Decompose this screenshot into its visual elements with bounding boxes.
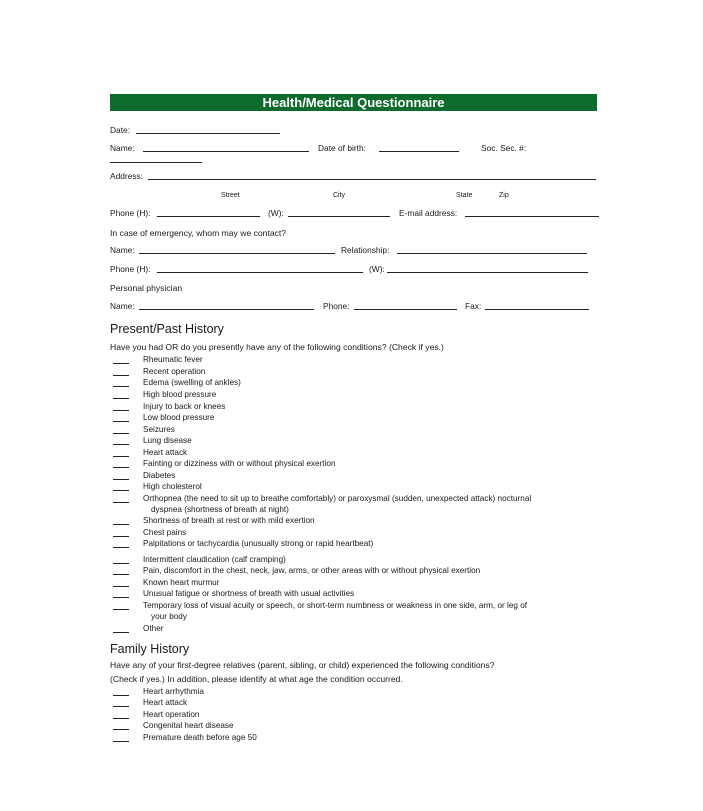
condition-item: Temporary loss of visual acuity or speech, or short-term numbness or weakness in one side, arm, or leg of <box>143 601 528 610</box>
checkbox-line[interactable] <box>113 490 129 491</box>
phone-work-label: (W): <box>268 208 284 218</box>
emergency-name-field[interactable] <box>139 253 335 254</box>
email-label: E-mail address: <box>399 208 458 218</box>
date-field[interactable] <box>136 133 280 134</box>
condition-item-continuation: your body <box>151 612 187 621</box>
checkbox-line[interactable] <box>113 741 129 742</box>
checkbox-line[interactable] <box>113 706 129 707</box>
dob-field[interactable] <box>379 151 459 152</box>
city-caption: City <box>333 192 346 199</box>
checkbox-line[interactable] <box>113 729 129 730</box>
present-history-heading: Present/Past History <box>110 322 224 336</box>
condition-item: Shortness of breath at rest or with mild exertion <box>143 516 315 525</box>
name-label: Name: <box>110 143 135 153</box>
physician-heading: Personal physician <box>110 283 183 293</box>
checkbox-line[interactable] <box>113 433 129 434</box>
condition-item: Injury to back or knees <box>143 402 226 411</box>
family-condition-item: Heart attack <box>143 698 188 707</box>
physician-phone-field[interactable] <box>354 309 457 310</box>
condition-item: Unusual fatigue or shortness of breath with usual activities <box>143 589 355 598</box>
condition-item: Low blood pressure <box>143 413 215 422</box>
family-history-question-line1: Have any of your first-degree relatives (parent, sibling, or child) experienced the following conditions? <box>110 660 495 670</box>
family-history-heading: Family History <box>110 642 190 656</box>
address-label: Address: <box>110 171 144 181</box>
condition-item: Palpitations or tachycardia (unusually strong or rapid heartbeat) <box>143 539 374 548</box>
checkbox-line[interactable] <box>113 597 129 598</box>
family-condition-item: Heart operation <box>143 710 200 719</box>
condition-item: Edema (swelling of ankles) <box>143 378 241 387</box>
form-title: Health/Medical Questionnaire <box>110 94 597 111</box>
email-field[interactable] <box>465 216 599 217</box>
condition-item-continuation: dyspnea (shortness of breath at night) <box>151 505 289 514</box>
condition-item: Recent operation <box>143 367 206 376</box>
checkbox-line[interactable] <box>113 467 129 468</box>
condition-item: Known heart murmur <box>143 578 220 587</box>
dob-label: Date of birth: <box>318 143 366 153</box>
checkbox-line[interactable] <box>113 632 129 633</box>
emergency-phone-home-field[interactable] <box>157 272 363 273</box>
physician-name-field[interactable] <box>139 309 314 310</box>
family-condition-item: Premature death before age 50 <box>143 733 257 742</box>
phone-home-label: Phone (H): <box>110 208 151 218</box>
relationship-field[interactable] <box>397 253 587 254</box>
condition-item: Other <box>143 624 164 633</box>
checkbox-line[interactable] <box>113 574 129 575</box>
checkbox-line[interactable] <box>113 563 129 564</box>
condition-item: High cholesterol <box>143 482 202 491</box>
condition-item: Orthopnea (the need to sit up to breathe comfortably) or paroxysmal (sudden, unexpected attack) nocturnal <box>143 494 532 503</box>
phone-home-field[interactable] <box>157 216 260 217</box>
emergency-phone-home-label: Phone (H): <box>110 264 151 274</box>
ssn-field[interactable] <box>110 162 202 163</box>
checkbox-line[interactable] <box>113 609 129 610</box>
physician-fax-field[interactable] <box>485 309 589 310</box>
physician-fax-label: Fax: <box>465 301 482 311</box>
zip-caption: Zip <box>499 192 509 199</box>
checkbox-line[interactable] <box>113 547 129 548</box>
family-condition-item: Congenital heart disease <box>143 721 234 730</box>
checkbox-line[interactable] <box>113 695 129 696</box>
emergency-name-label: Name: <box>110 245 135 255</box>
condition-item: High blood pressure <box>143 390 217 399</box>
checkbox-line[interactable] <box>113 456 129 457</box>
family-condition-item: Heart arrhythmia <box>143 687 204 696</box>
condition-item: Diabetes <box>143 471 176 480</box>
condition-item: Intermittent claudication (calf cramping) <box>143 555 286 564</box>
checkbox-line[interactable] <box>113 479 129 480</box>
date-label: Date: <box>110 125 131 135</box>
ssn-label: Soc. Sec. #: <box>481 143 527 153</box>
condition-item: Lung disease <box>143 436 192 445</box>
relationship-label: Relationship: <box>341 245 390 255</box>
condition-item: Seizures <box>143 425 175 434</box>
emergency-phone-work-label: (W): <box>369 264 385 274</box>
family-history-question-line2: (Check if yes.) In addition, please identify at what age the condition occurred. <box>110 674 403 684</box>
checkbox-line[interactable] <box>113 421 129 422</box>
name-field[interactable] <box>143 151 309 152</box>
checkbox-line[interactable] <box>113 444 129 445</box>
checkbox-line[interactable] <box>113 718 129 719</box>
checkbox-line[interactable] <box>113 586 129 587</box>
condition-item: Heart attack <box>143 448 188 457</box>
emergency-question: In case of emergency, whom may we contact? <box>110 228 287 238</box>
phone-work-field[interactable] <box>288 216 390 217</box>
physician-name-label: Name: <box>110 301 135 311</box>
checkbox-line[interactable] <box>113 410 129 411</box>
checkbox-line[interactable] <box>113 536 129 537</box>
emergency-phone-work-field[interactable] <box>387 272 588 273</box>
condition-item: Rheumatic fever <box>143 355 203 364</box>
condition-item: Pain, discomfort in the chest, neck, jaw, arms, or other areas with or without physical exertion <box>143 566 481 575</box>
checkbox-line[interactable] <box>113 524 129 525</box>
address-field[interactable] <box>148 179 596 180</box>
condition-item: Fainting or dizziness with or without physical exertion <box>143 459 336 468</box>
physician-phone-label: Phone: <box>323 301 350 311</box>
street-caption: Street <box>221 192 240 199</box>
present-history-question: Have you had OR do you presently have any of the following conditions? (Check if yes.) <box>110 342 444 352</box>
checkbox-line[interactable] <box>113 502 129 503</box>
condition-item: Chest pains <box>143 528 187 537</box>
checkbox-line[interactable] <box>113 398 129 399</box>
checkbox-line[interactable] <box>113 386 129 387</box>
state-caption: State <box>456 192 473 199</box>
checkbox-line[interactable] <box>113 375 129 376</box>
checkbox-line[interactable] <box>113 363 129 364</box>
